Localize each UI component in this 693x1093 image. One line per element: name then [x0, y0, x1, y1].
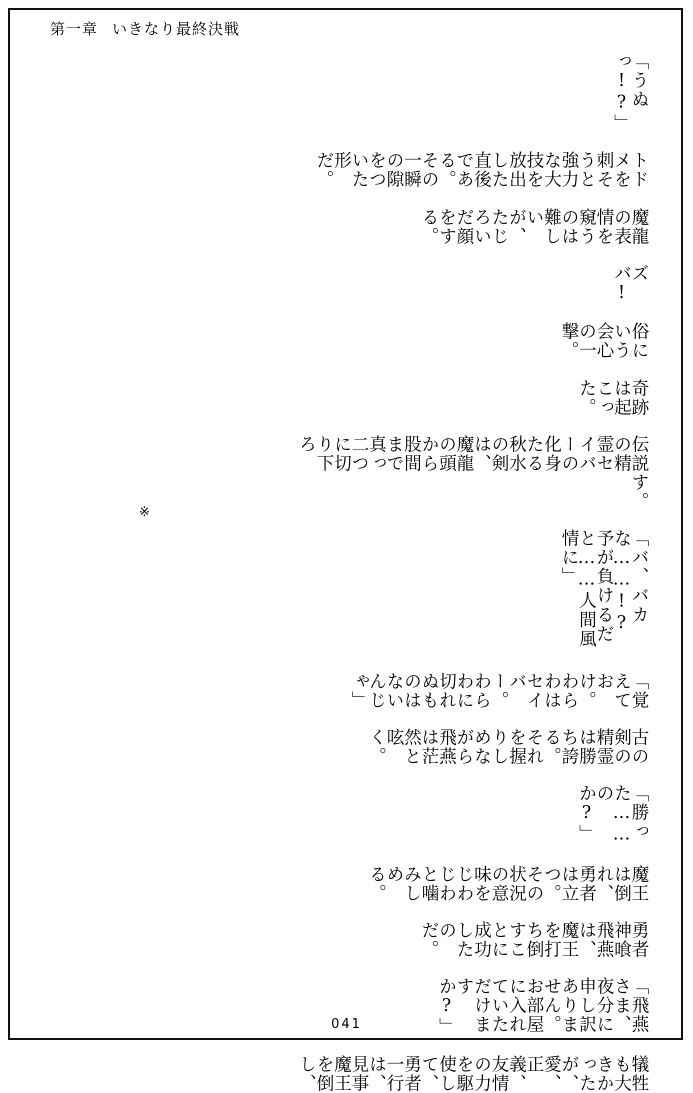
page-number: 041	[331, 1017, 362, 1032]
text-column: 「勝った……のか?」	[576, 784, 649, 847]
text-column: 「覚えておけ。わらわはセイバー。わらわに切れぬものはないんじゃ」	[349, 671, 649, 711]
text-column: す。	[629, 473, 649, 512]
text-column: 「うぬっ!?」	[611, 52, 649, 134]
text-column: トドメを刺そうと強力な大技を放出した直後である。その一瞬の隙をついた形だ。	[314, 151, 649, 190]
text-column: 奇跡は起こった。	[576, 378, 649, 417]
text-column: 犠牲も大きかったが、愛、正義、友情の力を駆使して、勇者一行は、見事魔王を倒し、	[296, 1054, 649, 1093]
chapter-number: 第一章	[50, 20, 99, 38]
chapter-header	[50, 18, 240, 39]
text-column: 勇者神喰飛燕は、魔王を打ち倒すことに成功したのだ。	[419, 920, 649, 959]
text-column: 俗にいう会心の一撃。	[559, 322, 649, 361]
text-column: 魔王は倒れ、勇者は立つ。その状況の意味をじわじわと噛みしめる。	[366, 864, 649, 903]
text-column: 「バ、バカな……!? 予が負けるだと……人間風情に」	[559, 529, 649, 654]
text-column: ズバ!	[611, 263, 649, 305]
chapter-title: いきなり最終決戦	[112, 20, 241, 38]
text-column: 伝説の精霊セイバーの化身たる秋水の剣は、魔龍の頭から股間まで真っ二つに切り下ろ	[296, 434, 649, 474]
section-break-mark: ※	[139, 505, 150, 520]
text-column: 古の剣の精霊は勝ち誇る。それを握りしめながら飛燕は茫然と呟く。	[366, 728, 649, 767]
text-column: 「飛燕さま、夜分に申し訳ありません。お部屋に入れていただけますか?」	[436, 976, 649, 1037]
text-column: 魔龍の表情を窺うのは難しいが、たじろいだ顔をする。	[419, 207, 649, 246]
